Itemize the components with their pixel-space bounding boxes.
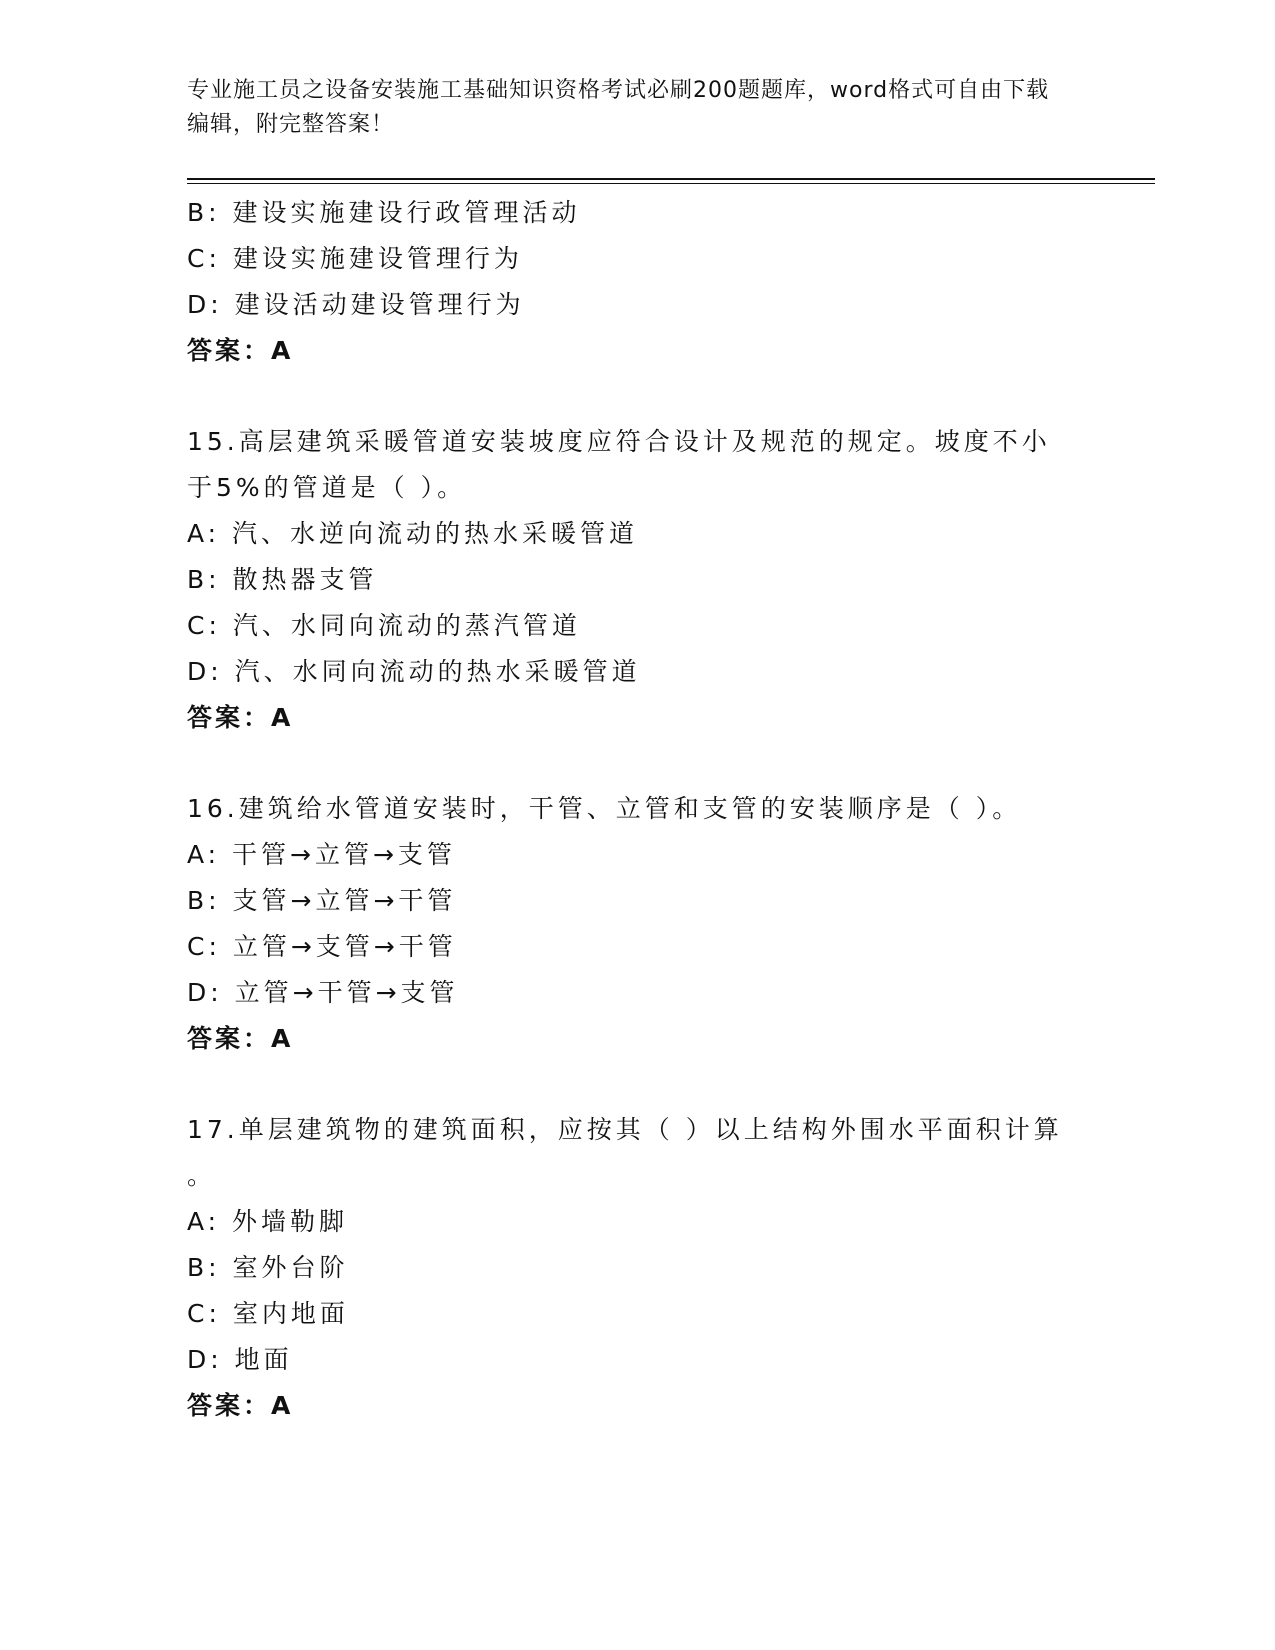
answer-line: 答案：A: [187, 1024, 294, 1053]
option-a: A: 外墙勒脚: [187, 1207, 349, 1236]
option-b: B: 室外台阶: [187, 1253, 349, 1282]
document-header: 专业施工员之设备安装施工基础知识资格考试必刷200题题库，word格式可自由下载编辑，附完整答案！: [187, 78, 1050, 137]
question-continuation: [187, 190, 1077, 374]
question-block: [187, 786, 1077, 1062]
option-d: D: 立管→干管→支管: [187, 978, 459, 1007]
option-d: D: 建设活动建设管理行为: [187, 290, 525, 319]
option-d: D: 地面: [187, 1345, 293, 1374]
option-c: C: 立管→支管→干管: [187, 932, 457, 961]
answer-line: 答案：A: [187, 703, 294, 732]
question-stem: 16.建筑给水管道安装时，干管、立管和支管的安装顺序是（ ）。: [187, 794, 1022, 823]
header-divider-thin: [187, 183, 1155, 184]
option-d: D: 汽、水同向流动的热水采暖管道: [187, 657, 641, 686]
option-b: B: 散热器支管: [187, 565, 378, 594]
option-a: A: 汽、水逆向流动的热水采暖管道: [187, 519, 639, 548]
question-stem: 17.单层建筑物的建筑面积，应按其（ ）以上结构外围水平面积计算: [187, 1115, 1063, 1144]
question-stem-tail: 。: [187, 1161, 217, 1190]
question-stem: 15.高层建筑采暖管道安装坡度应符合设计及规范的规定。坡度不小于5%的管道是（ ）。: [187, 427, 1051, 502]
header-divider-thick: [187, 178, 1155, 180]
option-b: B: 支管→立管→干管: [187, 886, 457, 915]
answer-line: 答案：A: [187, 1391, 294, 1420]
question-block: [187, 419, 1077, 741]
option-c: C: 室内地面: [187, 1299, 349, 1328]
option-a: A: 干管→立管→支管: [187, 840, 456, 869]
question-block: [187, 1107, 1077, 1429]
answer-line: 答案：A: [187, 336, 294, 365]
option-c: C: 建设实施建设管理行为: [187, 244, 523, 273]
option-b: B: 建设实施建设行政管理活动: [187, 198, 581, 227]
option-c: C: 汽、水同向流动的蒸汽管道: [187, 611, 581, 640]
question-list: [187, 190, 1077, 1429]
